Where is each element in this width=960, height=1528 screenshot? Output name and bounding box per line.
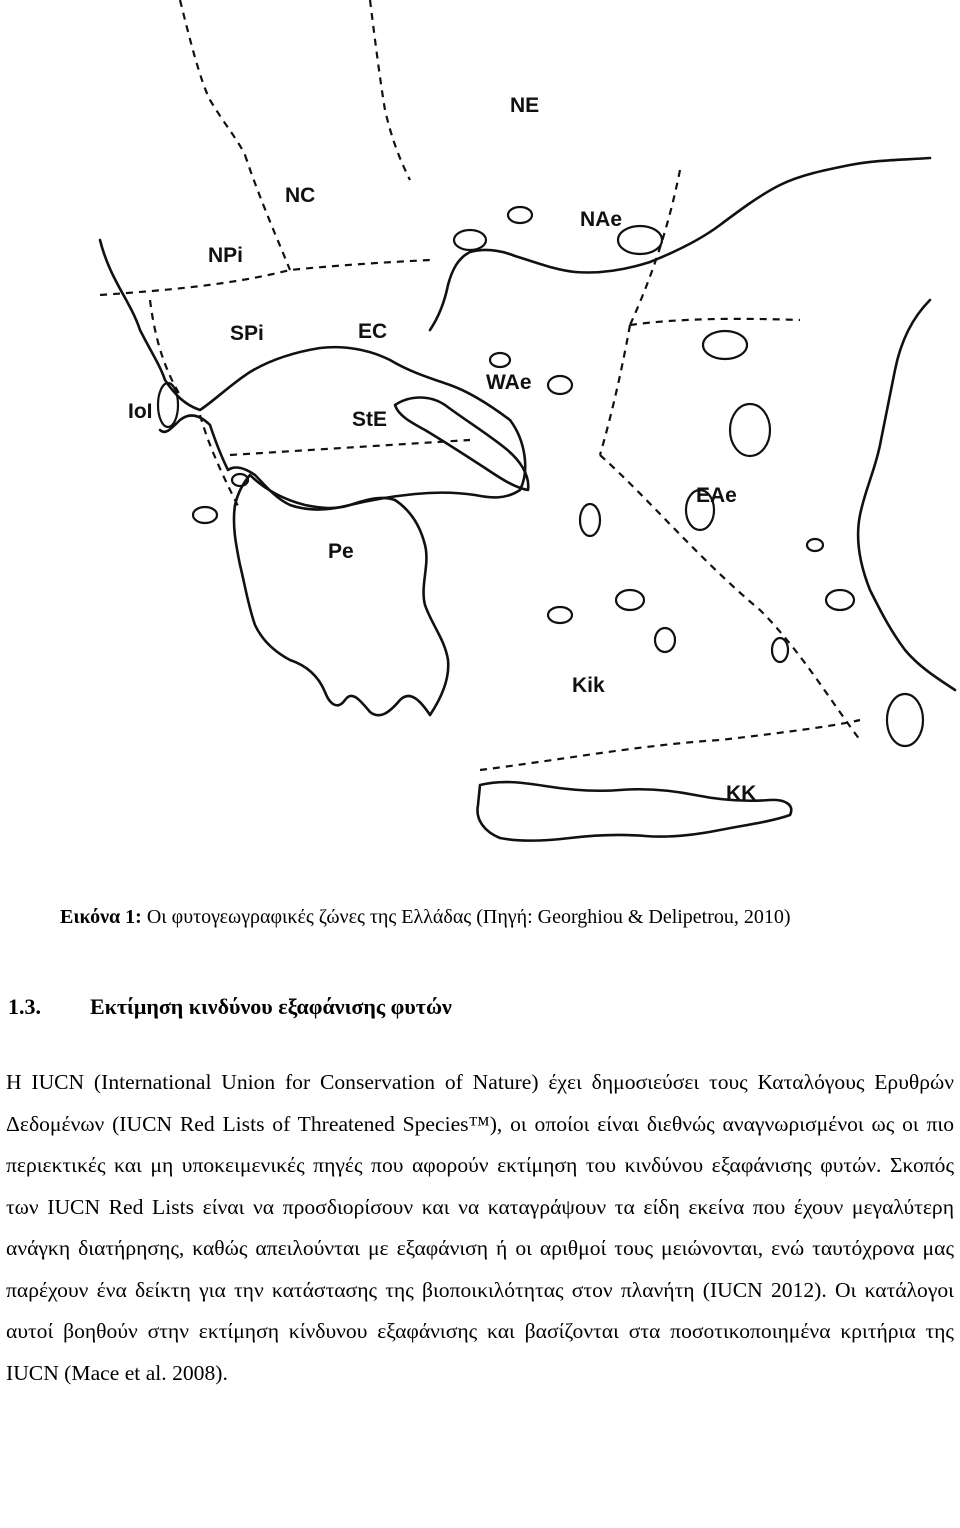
zone-label-spi: SPi bbox=[230, 322, 264, 345]
zone-label-nc: NC bbox=[285, 184, 316, 207]
zone-label-kk: KK bbox=[726, 782, 757, 805]
figure-caption bbox=[60, 906, 791, 929]
zone-label-npi: NPi bbox=[208, 244, 244, 267]
section-number: 1.3. bbox=[8, 994, 41, 1019]
asia-minor-coastline bbox=[858, 300, 955, 690]
zone-label-ne: NE bbox=[510, 94, 540, 117]
zone-label-pe: Pe bbox=[328, 540, 354, 563]
zone-label-ste: StE bbox=[352, 408, 388, 431]
zone-label-nae: NAe bbox=[580, 208, 623, 231]
zone-label-kik: Kik bbox=[572, 674, 605, 697]
zone-label-eae: EAe bbox=[696, 484, 737, 507]
peloponnese-coastline bbox=[234, 475, 448, 715]
caption-text: Οι φυτογεωγραφικές ζώνες της Ελλάδας (Πηγή: Georghiou & Delipetrou, 2010) bbox=[141, 906, 791, 928]
zone-label-ioi: IoI bbox=[128, 400, 153, 423]
zone-boundaries bbox=[100, 0, 860, 770]
caption-prefix: Εικόνα 1: bbox=[60, 906, 142, 928]
islands bbox=[158, 207, 923, 746]
zone-label-ec: EC bbox=[358, 320, 388, 343]
section-title: Εκτίμηση κινδύνου εξαφάνισης φυτών bbox=[90, 994, 452, 1019]
body-paragraph: Η IUCN (International Union for Conservation of Nature) έχει δημοσιεύσει τους Καταλόγους Ερυθρών Δεδομένων (IUCN Red Lists of Threatened Species™), οι οποίοι είναι διεθνώς αναγνωρισμένοι ως οι πιο περιεκτικές και μη υποκειμενικές πηγές που αφορούν εκτίμηση του κινδύνου εξαφάνισης φυτών. Σκοπός των IUCN Red Lists είναι να προσδιορίσουν και να καταγράψουν τα είδη εκείνα που έχουν μεγαλύτερη ανάγκη διατήρησης, καθώς απειλούνται με εξαφάνιση ή οι αριθμοί τους μειώνονται, ενώ ταυτόχρονα μας παρέχουν ένα δείκτη για την κατάστασης της βιοποικιλότητας στον πλανήτη (IUCN 2012). Οι κατάλογοι αυτοί βοηθούν στην εκτίμηση κίνδυνου εξαφάνισης και βασίζονται στα ποσοτικοποιημένα κριτήρια της IUCN (Mace et al. 2008). bbox=[6, 1070, 954, 1385]
zone-label-wae: WAe bbox=[486, 371, 532, 394]
section-heading bbox=[8, 994, 452, 1020]
